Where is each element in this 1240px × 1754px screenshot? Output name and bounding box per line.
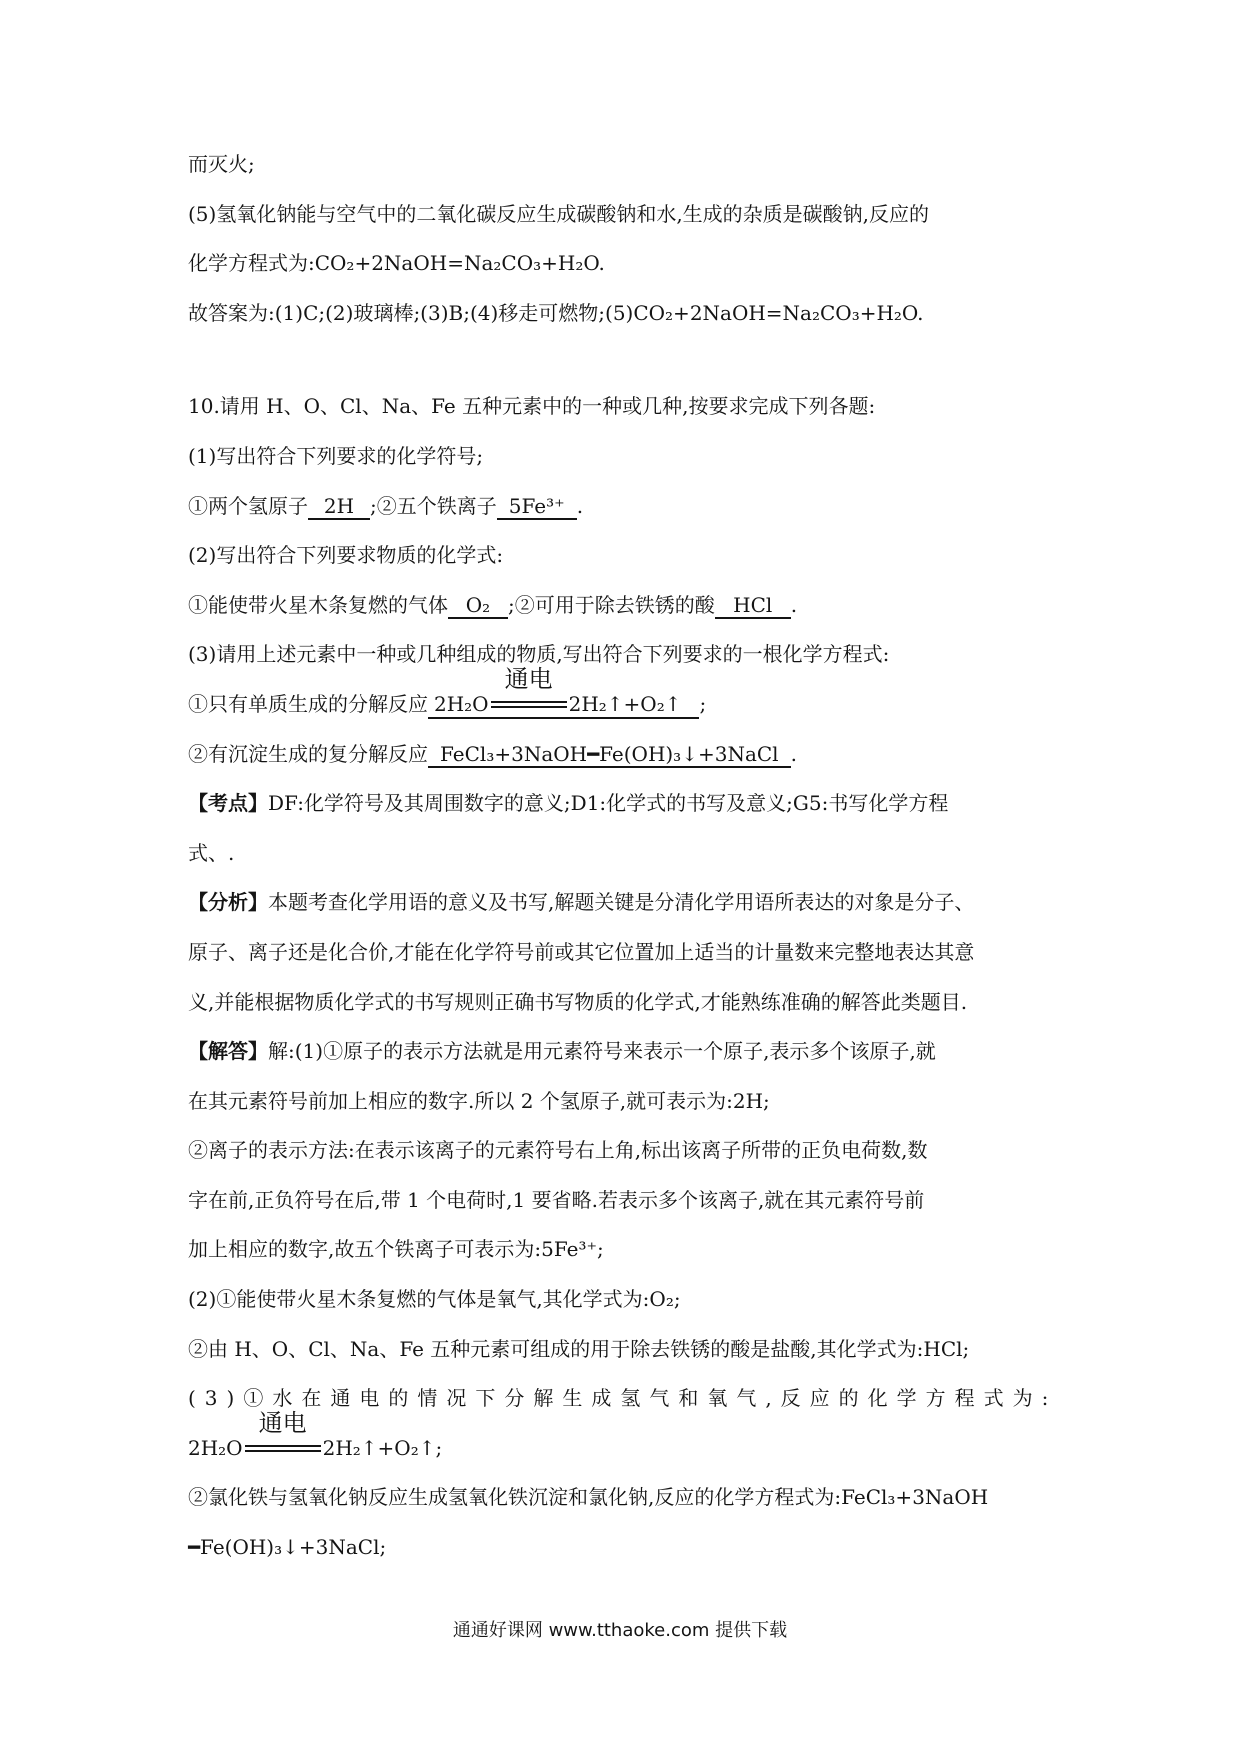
text-line: ━Fe(OH)₃↓+3NaCl; — [188, 1535, 387, 1560]
text-line: 加上相应的数字,故五个铁离子可表示为:5Fe³⁺; — [188, 1237, 604, 1262]
fenxi-line — [188, 878, 1068, 928]
text-line: 式、. — [188, 840, 235, 865]
reaction-condition-arrow — [489, 665, 569, 717]
prompt-text: ②有沉淀生成的复分解反应 — [188, 741, 428, 766]
equation-right: 2H₂↑+O₂↑; — [322, 1435, 443, 1460]
text-line: 化学方程式为:CO₂+2NaOH=Na₂CO₃+H₂O. — [188, 251, 605, 276]
text-line: (2)①能使带火星木条复燃的气体是氧气,其化学式为:O₂; — [188, 1287, 681, 1312]
equation-right: 2H₂↑+O₂↑ — [568, 691, 682, 716]
part-3-heading: (3)请用上述元素中一种或几种组成的物质,写出符合下列要求的一根化学方程式: — [188, 642, 890, 667]
punctuation: . — [576, 493, 584, 518]
text-line: ②由 H、O、Cl、Na、Fe 五种元素可组成的用于除去铁锈的酸是盐酸,其化学式为:HCl; — [188, 1336, 970, 1361]
jieda-line — [188, 1027, 1068, 1077]
text-line: 义,并能根据物质化学式的书写规则正确书写物质的化学式,才能熟练准确的解答此类题目. — [188, 989, 968, 1014]
prompt-text: ;②可用于除去铁锈的酸 — [508, 592, 715, 617]
text-line: 在其元素符号前加上相应的数字.所以 2 个氢原子,就可表示为:2H; — [188, 1088, 770, 1113]
text-line: ②离子的表示方法:在表示该离子的元素符号右上角,标出该离子所带的正负电荷数,数 — [188, 1138, 928, 1163]
condition-label: 通电 — [504, 665, 553, 694]
answer-summary-line: 故答案为:(1)C;(2)玻璃棒;(3)B;(4)移走可燃物;(5)CO₂+2NaOH=Na₂CO₃+H₂O. — [188, 300, 924, 325]
part-3b-answer — [188, 730, 1068, 780]
section-label: 【解答】 — [188, 1039, 268, 1064]
footer-watermark: 通通好课网 www.tthaoke.com 提供下载 — [452, 1620, 788, 1641]
prompt-text: ;②五个铁离子 — [370, 493, 497, 518]
section-text: DF:化学符号及其周围数字的意义;D1:化学式的书写及意义;G5:书写化学方程 — [268, 791, 949, 816]
section-label: 【分析】 — [188, 890, 268, 915]
part-2-answers — [188, 581, 1068, 631]
equation-line — [188, 1409, 1068, 1474]
question-10-title: 10.请用 H、O、Cl、Na、Fe 五种元素中的一种或几种,按要求完成下列各题: — [188, 394, 876, 419]
condition-label: 通电 — [258, 1409, 307, 1438]
reaction-condition-arrow — [243, 1409, 323, 1461]
equation-left: 2H₂O — [188, 1435, 243, 1460]
text-line: ②氯化铁与氢氧化钠反应生成氢氧化铁沉淀和氯化钠,反应的化学方程式为:FeCl₃+3NaOH — [188, 1485, 989, 1510]
kaodian-line — [188, 779, 1068, 829]
equation-blank: FeCl₃+3NaOH━Fe(OH)₃↓+3NaCl — [428, 742, 791, 768]
document-body — [188, 140, 1068, 1573]
prompt-text: ①两个氢原子 — [188, 493, 308, 518]
prompt-text: ①只有单质生成的分解反应 — [188, 691, 428, 716]
answer-blank: HCl — [715, 593, 791, 619]
punctuation: . — [790, 592, 798, 617]
equation-left: 2H₂O — [434, 691, 489, 716]
section-label: 【考点】 — [188, 791, 268, 816]
spacer — [188, 338, 1068, 382]
answer-blank: 5Fe³⁺ — [497, 494, 577, 520]
part-1-answers — [188, 482, 1068, 532]
section-text: 解:(1)①原子的表示方法就是用元素符号来表示一个原子,表示多个该原子,就 — [268, 1039, 936, 1064]
text-line: 而灭火; — [188, 152, 255, 176]
punctuation: . — [790, 741, 797, 766]
part-2-heading: (2)写出符合下列要求物质的化学式: — [188, 543, 504, 568]
answer-blank: 2H — [308, 494, 370, 520]
text-line: (3)①水在通电的情况下分解生成氢气和氧气,反应的化学方程式为: — [188, 1386, 1058, 1411]
equation-blank — [428, 665, 699, 720]
section-text: 本题考查化学用语的意义及书写,解题关键是分清化学用语所表达的对象是分子、 — [268, 890, 975, 915]
text-line: (5)氢氧化钠能与空气中的二氧化碳反应生成碳酸钠和水,生成的杂质是碳酸钠,反应的 — [188, 201, 930, 226]
answer-blank: O₂ — [448, 593, 508, 619]
part-3a-answer — [188, 665, 1068, 730]
prompt-text: ①能使带火星木条复燃的气体 — [188, 592, 448, 617]
punctuation: ; — [699, 691, 707, 716]
part-1-heading: (1)写出符合下列要求的化学符号; — [188, 443, 484, 468]
text-line: 字在前,正负符号在后,带 1 个电荷时,1 要省略.若表示多个该离子,就在其元素符号前 — [188, 1187, 925, 1212]
text-line: 原子、离子还是化合价,才能在化学符号前或其它位置加上适当的计量数来完整地表达其意 — [188, 939, 975, 964]
